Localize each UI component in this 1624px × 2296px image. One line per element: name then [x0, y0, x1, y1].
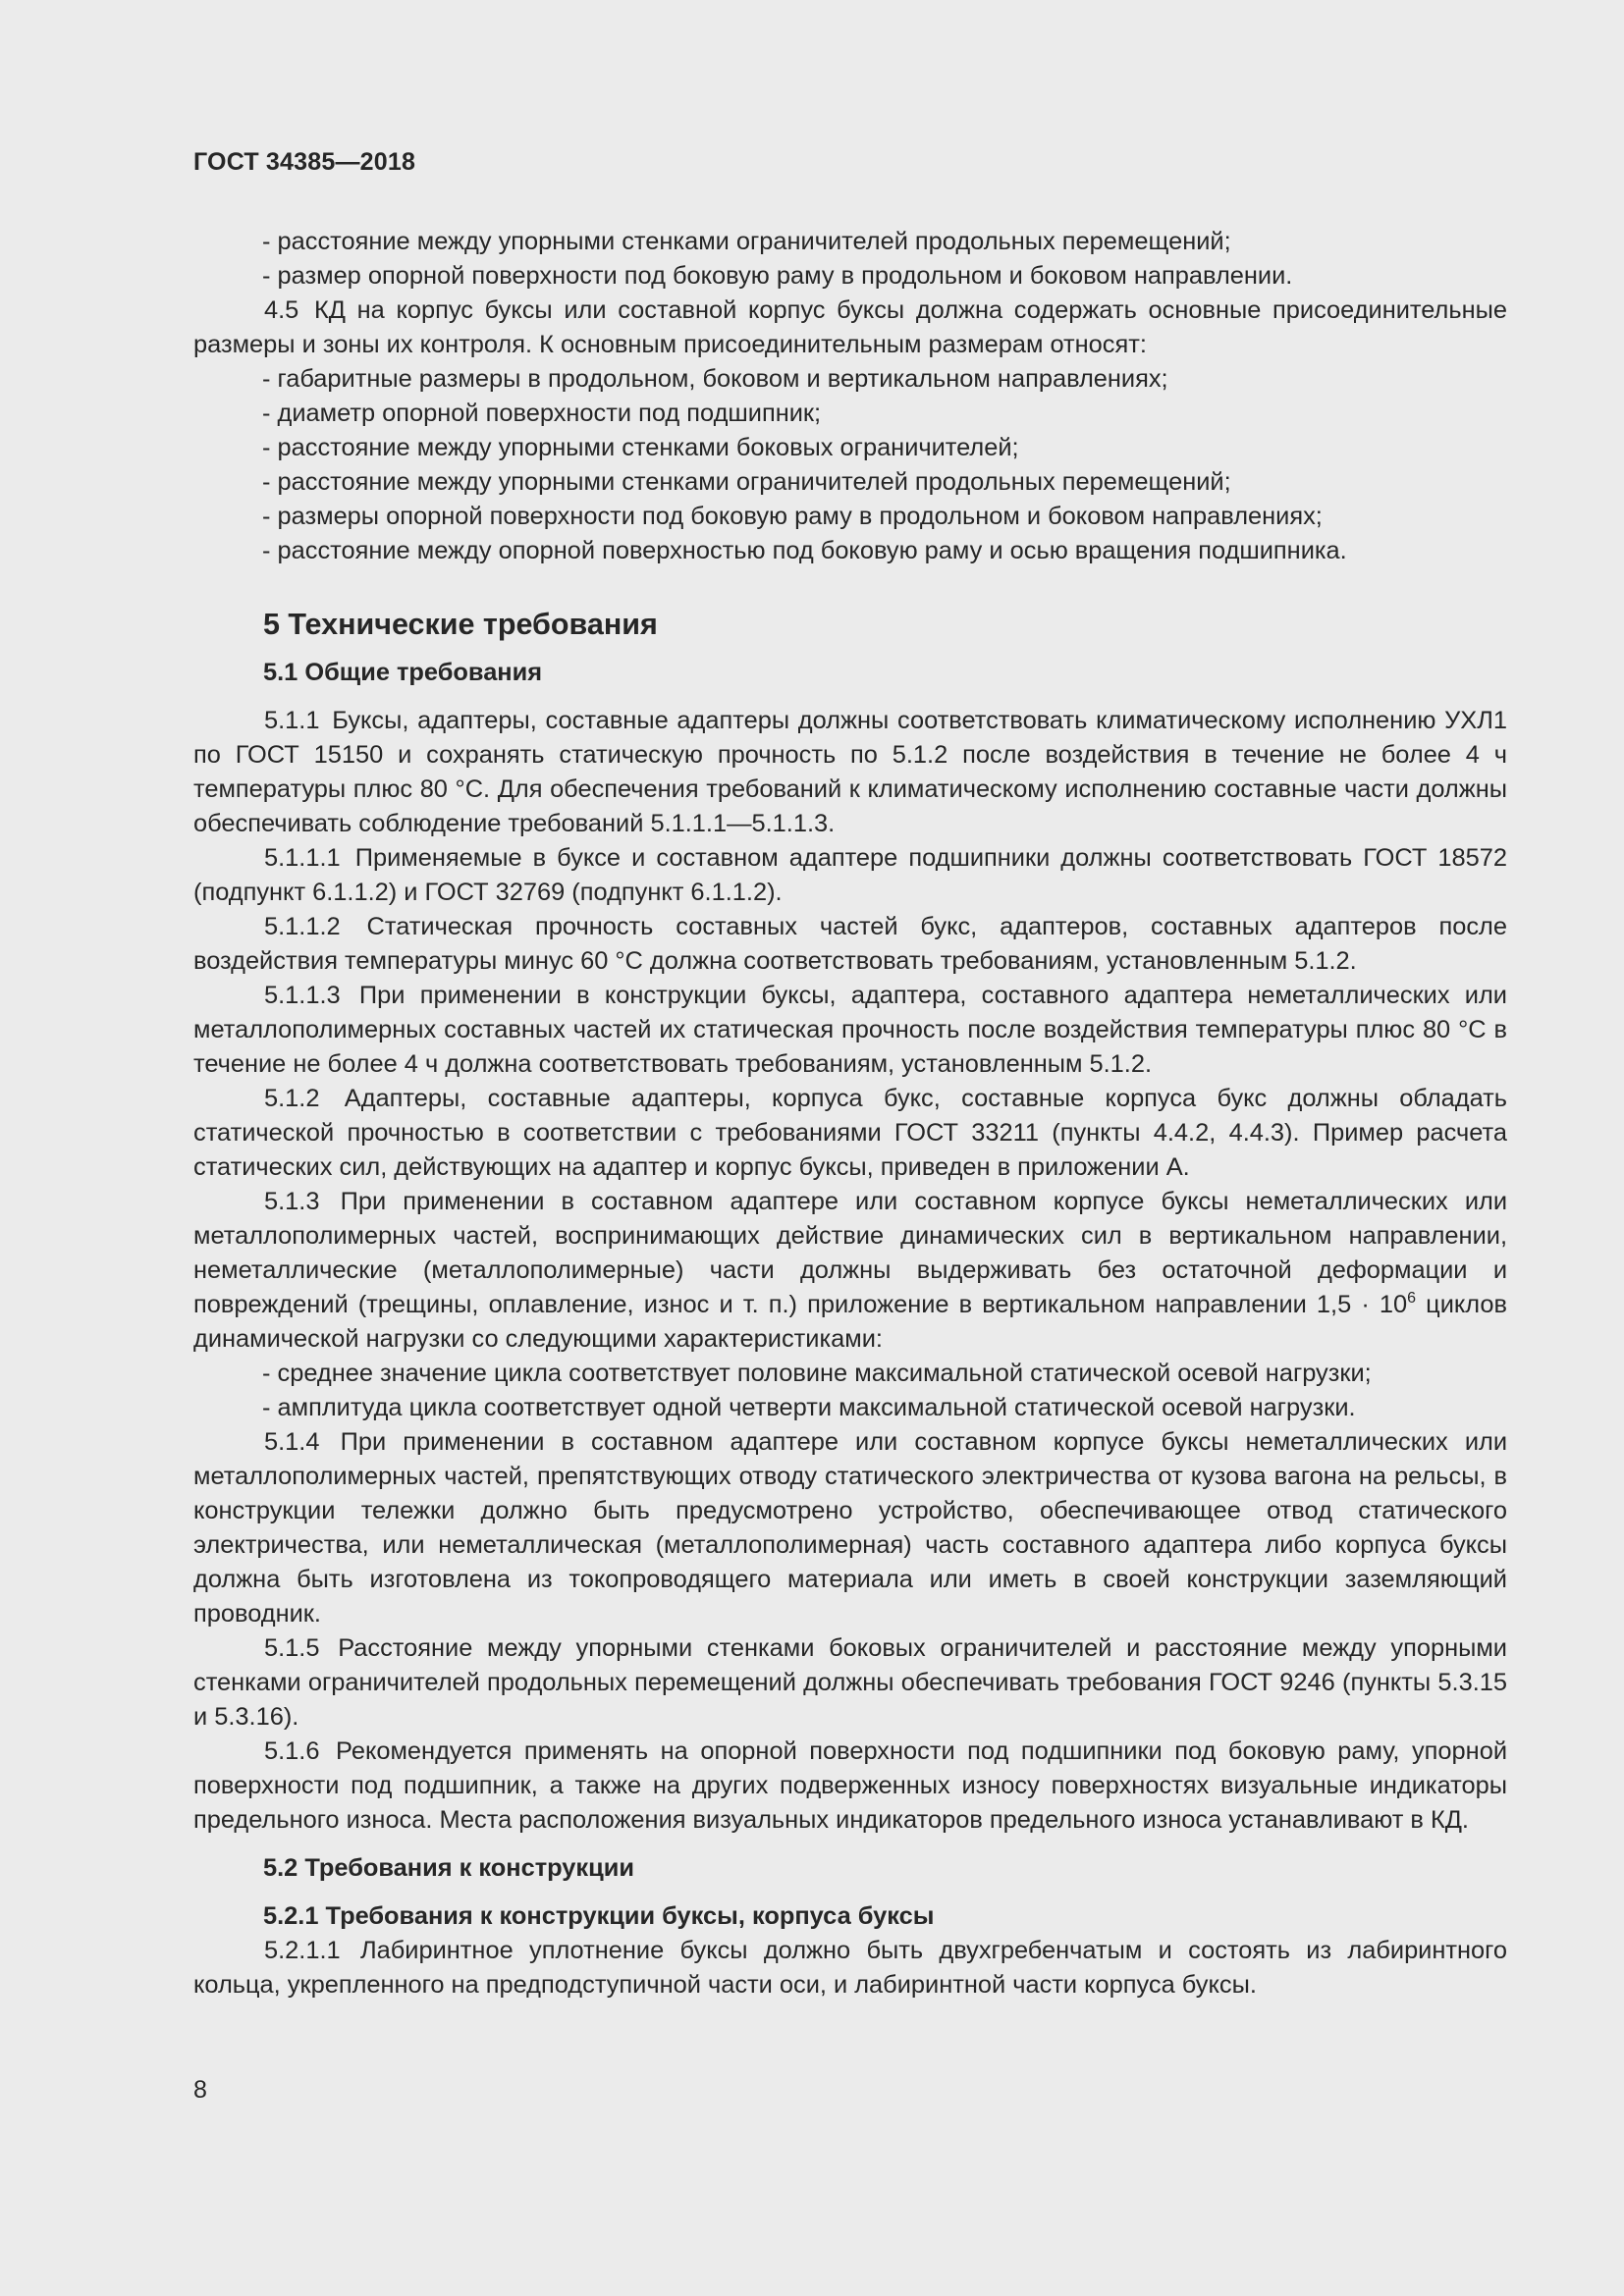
paragraph-5-1-1-1: [193, 841, 1507, 910]
paragraph-5-1-4: [193, 1425, 1507, 1631]
paragraph-text: При применении в составном адаптере или составном корпусе буксы неметаллических или металлополимерных частей, воспринимающих действие динамических сил в вертикальном направлении, неметаллические (металлополимерные) части должны выдерживать без остаточной деформации и повреждений (трещины, оплавление, износ и т. п.) приложение в вертикальном направлении 1,5 · 10: [193, 1188, 1508, 1318]
paragraph-5-1-1: [193, 704, 1507, 841]
paragraph-text: Применяемые в буксе и составном адаптере подшипники должны соответствовать ГОСТ 18572 (подпункт 6.1.1.2) и ГОСТ 32769 (подпункт 6.1.1.2).: [193, 844, 1507, 906]
paragraph-text: Адаптеры, составные адаптеры, корпуса букс, составные корпуса букс должны обладать статической прочностью в соответствии с требованиями ГОСТ 33211 (пункты 4.4.2, 4.4.3). Пример расчета статических сил, действующих на адаптер и корпус буксы, приведен в приложении А.: [193, 1085, 1507, 1181]
paragraph-text: При применении в конструкции буксы, адаптера, составного адаптера неметаллических или металлополимерных составных частей их статическая прочность после воздействия температуры плюс 80 °С в течение не более 4 ч должна соответствовать требованиям, установленным 5.1.2.: [193, 982, 1507, 1078]
paragraph-5-1-6: [193, 1735, 1507, 1838]
list-item: - диаметр опорной поверхности под подшипник;: [262, 400, 822, 427]
paragraph-5-1-5: [193, 1631, 1507, 1735]
clause-number: 5.1.4: [264, 1428, 320, 1456]
clause-number: 4.5: [264, 296, 299, 324]
clause-number: 5.1.5: [264, 1634, 320, 1662]
paragraph-4-5: [193, 294, 1507, 362]
paragraph-text: Лабиринтное уплотнение буксы должно быть двухгребенчатым и состоять из лабиринтного кольца, укрепленного на предподступичной части оси, и лабиринтной части корпуса буксы.: [193, 1937, 1507, 1999]
clause-number: 5.1.1.1: [264, 844, 341, 872]
clause-number: 5.2.1.1: [264, 1937, 341, 1964]
clause-number: 5.1.1.3: [264, 982, 341, 1009]
list-item: - расстояние между опорной поверхностью под боковую раму и осью вращения подшипника.: [262, 537, 1347, 564]
paragraph-5-1-1-2: [193, 910, 1507, 979]
paragraph-5-1-3: [193, 1185, 1507, 1357]
clause-number: 5.1.1: [264, 707, 320, 734]
list-item: - амплитуда цикла соответствует одной четверти максимальной статической осевой нагрузки.: [262, 1394, 1356, 1421]
clause-number: 5.1.6: [264, 1737, 320, 1765]
paragraph-5-2-1-1: [193, 1934, 1507, 2002]
paragraph-text: Расстояние между упорными стенками боковых ограничителей и расстояние между упорными стенками ограничителей продольных перемещений должны обеспечивать требования ГОСТ 9246 (пункты 5.3.15 и 5.3.16).: [193, 1634, 1507, 1731]
subsection-heading-5-2: 5.2 Требования к конструкции: [263, 1854, 634, 1882]
list-item: - расстояние между упорными стенками боковых ограничителей;: [262, 434, 1019, 461]
list-item: - расстояние между упорными стенками ограничителей продольных перемещений;: [262, 228, 1231, 255]
paragraph-5-1-2: [193, 1082, 1507, 1185]
section-heading-5: 5 Технические требования: [263, 608, 658, 641]
list-item: - среднее значение цикла соответствует половине максимальной статической осевой нагрузки;: [262, 1360, 1372, 1387]
paragraph-5-1-1-3: [193, 979, 1507, 1082]
standard-header: ГОСТ 34385—2018: [193, 148, 416, 176]
exponent: 6: [1407, 1290, 1417, 1307]
clause-number: 5.1.2: [264, 1085, 320, 1112]
list-item: - размер опорной поверхности под боковую раму в продольном и боковом направлении.: [262, 262, 1293, 290]
paragraph-text: При применении в составном адаптере или составном корпусе буксы неметаллических или металлополимерных частей, препятствующих отводу статического электричества от кузова вагона на рельсы, в конструкции тележки должно быть предусмотрено устройство, обеспечивающее отвод статического электричества, или неметаллическая (металлополимерная) часть составного адаптера либо корпуса буксы должна быть изготовлена из токопроводящего материала или иметь в своей конструкции заземляющий проводник.: [193, 1428, 1508, 1628]
body-text: [193, 225, 1507, 2002]
paragraph-text: Буксы, адаптеры, составные адаптеры должны соответствовать климатическому исполнению УХЛ1 по ГОСТ 15150 и сохранять статическую прочность по 5.1.2 после воздействия в течение не более 4 ч температуры плюс 80 °С. Для обеспечения требований к климатическому исполнению составные части должны обеспечивать соблюдение требований 5.1.1.1—5.1.1.3.: [193, 707, 1507, 837]
subsection-heading-5-1: 5.1 Общие требования: [263, 659, 543, 686]
clause-number: 5.1.1.2: [264, 913, 341, 940]
list-item: - размеры опорной поверхности под боковую раму в продольном и боковом направлениях;: [262, 503, 1323, 530]
page-number: 8: [193, 2076, 207, 2104]
paragraph-text: Статическая прочность составных частей букс, адаптеров, составных адаптеров после воздействия температуры минус 60 °С должна соответствовать требованиям, установленным 5.1.2.: [193, 913, 1507, 975]
list-item: - габаритные размеры в продольном, боковом и вертикальном направлениях;: [262, 365, 1168, 393]
paragraph-text: КД на корпус буксы или составной корпус буксы должна содержать основные присоединительные размеры и зоны их контроля. К основным присоединительным размерам относят:: [193, 296, 1507, 358]
subsection-heading-5-2-1: 5.2.1 Требования к конструкции буксы, корпуса буксы: [263, 1902, 935, 1930]
paragraph-text: Рекомендуется применять на опорной поверхности под подшипники под боковую раму, упорной поверхности под подшипник, а также на других подверженных износу поверхностях визуальные индикаторы предельного износа. Места расположения визуальных индикаторов предельного износа устанавливают в КД.: [193, 1737, 1507, 1834]
clause-number: 5.1.3: [264, 1188, 320, 1215]
list-item: - расстояние между упорными стенками ограничителей продольных перемещений;: [262, 468, 1231, 496]
paragraph-text-cont: циклов динамической нагрузки со следующими характеристиками:: [193, 1291, 1507, 1353]
